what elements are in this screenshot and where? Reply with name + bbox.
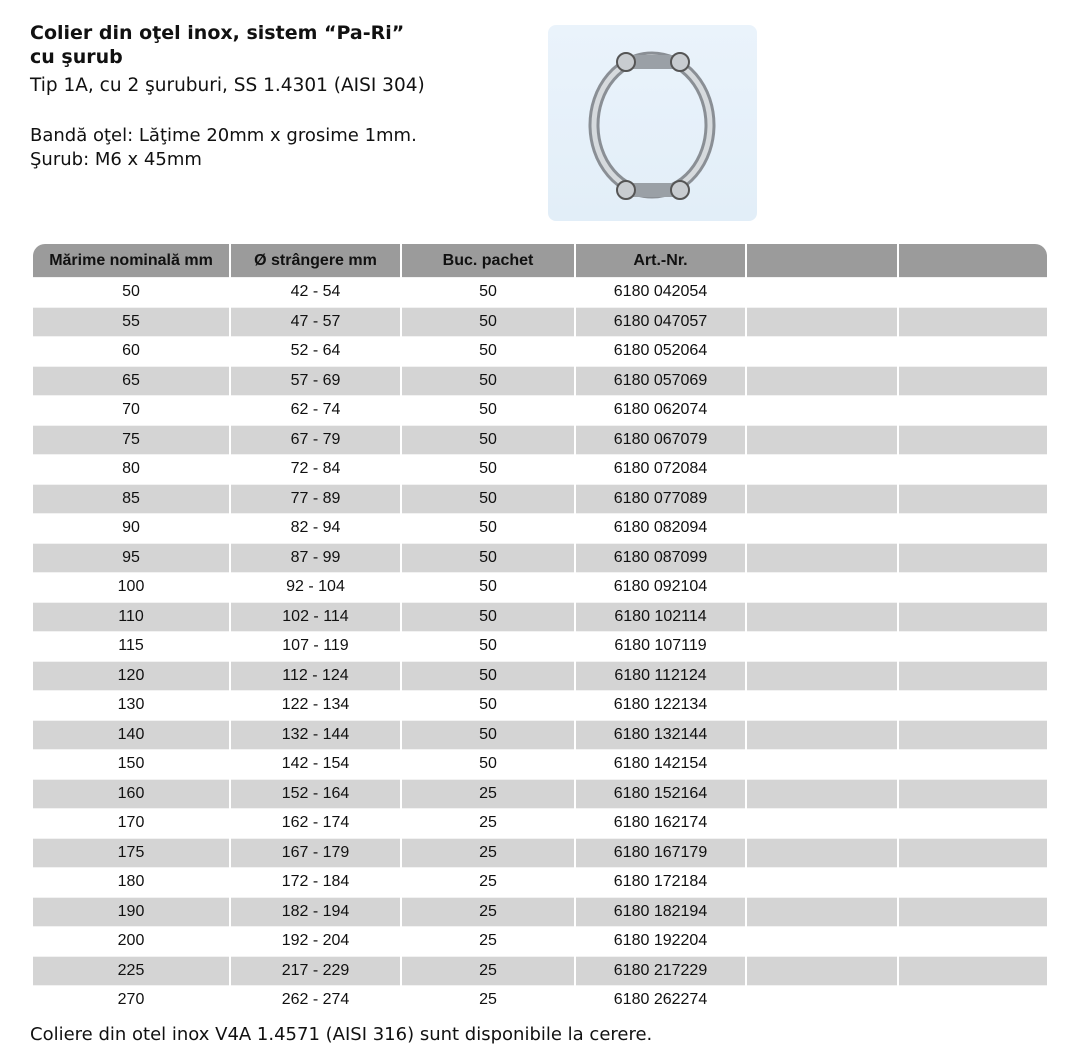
cell-pack-qty: 50 bbox=[401, 396, 575, 426]
cell-pack-qty: 50 bbox=[401, 632, 575, 662]
cell-nominal-size: 85 bbox=[33, 484, 230, 514]
cell-art-nr: 6180 057069 bbox=[575, 366, 746, 396]
cell-art-nr: 6180 182194 bbox=[575, 897, 746, 927]
cell-empty bbox=[746, 396, 898, 426]
cell-pack-qty: 50 bbox=[401, 750, 575, 780]
table-row bbox=[33, 337, 1047, 367]
cell-pack-qty: 50 bbox=[401, 573, 575, 603]
cell-nominal-size: 115 bbox=[33, 632, 230, 662]
cell-clamping-range: 62 - 74 bbox=[230, 396, 401, 426]
cell-nominal-size: 270 bbox=[33, 986, 230, 1015]
table-row bbox=[33, 661, 1047, 691]
table-row bbox=[33, 868, 1047, 898]
cell-empty bbox=[898, 927, 1047, 957]
cell-pack-qty: 50 bbox=[401, 425, 575, 455]
cell-art-nr: 6180 122134 bbox=[575, 691, 746, 721]
cell-pack-qty: 50 bbox=[401, 661, 575, 691]
cell-empty bbox=[898, 337, 1047, 367]
cell-empty bbox=[746, 661, 898, 691]
product-image bbox=[548, 25, 757, 221]
cell-empty bbox=[898, 809, 1047, 839]
table-row bbox=[33, 956, 1047, 986]
cell-empty bbox=[746, 750, 898, 780]
cell-clamping-range: 107 - 119 bbox=[230, 632, 401, 662]
cell-empty bbox=[898, 602, 1047, 632]
table-row bbox=[33, 366, 1047, 396]
cell-art-nr: 6180 067079 bbox=[575, 425, 746, 455]
cell-empty bbox=[746, 691, 898, 721]
spec-band: Bandă oţel: Lăţime 20mm x grosime 1mm. bbox=[30, 125, 417, 146]
cell-clamping-range: 57 - 69 bbox=[230, 366, 401, 396]
cell-clamping-range: 77 - 89 bbox=[230, 484, 401, 514]
cell-empty bbox=[898, 720, 1047, 750]
cell-pack-qty: 25 bbox=[401, 809, 575, 839]
cell-nominal-size: 200 bbox=[33, 927, 230, 957]
cell-empty bbox=[898, 396, 1047, 426]
cell-empty bbox=[898, 543, 1047, 573]
cell-pack-qty: 25 bbox=[401, 838, 575, 868]
cell-nominal-size: 55 bbox=[33, 307, 230, 337]
cell-clamping-range: 47 - 57 bbox=[230, 307, 401, 337]
cell-nominal-size: 170 bbox=[33, 809, 230, 839]
cell-pack-qty: 25 bbox=[401, 779, 575, 809]
cell-empty bbox=[898, 986, 1047, 1015]
cell-pack-qty: 25 bbox=[401, 927, 575, 957]
cell-nominal-size: 75 bbox=[33, 425, 230, 455]
cell-art-nr: 6180 102114 bbox=[575, 602, 746, 632]
cell-art-nr: 6180 262274 bbox=[575, 986, 746, 1015]
cell-nominal-size: 160 bbox=[33, 779, 230, 809]
cell-clamping-range: 192 - 204 bbox=[230, 927, 401, 957]
cell-nominal-size: 225 bbox=[33, 956, 230, 986]
cell-nominal-size: 130 bbox=[33, 691, 230, 721]
cell-clamping-range: 92 - 104 bbox=[230, 573, 401, 603]
cell-art-nr: 6180 087099 bbox=[575, 543, 746, 573]
table-row bbox=[33, 396, 1047, 426]
cell-nominal-size: 50 bbox=[33, 278, 230, 308]
cell-art-nr: 6180 162174 bbox=[575, 809, 746, 839]
table-row bbox=[33, 720, 1047, 750]
product-subtitle: Tip 1A, cu 2 şuruburi, SS 1.4301 (AISI 304) bbox=[30, 75, 425, 96]
table-row bbox=[33, 602, 1047, 632]
cell-art-nr: 6180 132144 bbox=[575, 720, 746, 750]
cell-art-nr: 6180 092104 bbox=[575, 573, 746, 603]
cell-empty bbox=[898, 366, 1047, 396]
cell-art-nr: 6180 047057 bbox=[575, 307, 746, 337]
header-art-nr: Art.-Nr. bbox=[575, 244, 746, 278]
cell-pack-qty: 50 bbox=[401, 366, 575, 396]
cell-clamping-range: 112 - 124 bbox=[230, 661, 401, 691]
cell-pack-qty: 50 bbox=[401, 720, 575, 750]
table-row bbox=[33, 543, 1047, 573]
cell-nominal-size: 80 bbox=[33, 455, 230, 485]
cell-art-nr: 6180 052064 bbox=[575, 337, 746, 367]
cell-nominal-size: 180 bbox=[33, 868, 230, 898]
cell-empty bbox=[746, 366, 898, 396]
table-row bbox=[33, 425, 1047, 455]
header-clamping-range: Ø strângere mm bbox=[230, 244, 401, 278]
table-row bbox=[33, 632, 1047, 662]
cell-pack-qty: 50 bbox=[401, 691, 575, 721]
cell-empty bbox=[898, 484, 1047, 514]
table-row bbox=[33, 514, 1047, 544]
cell-pack-qty: 25 bbox=[401, 956, 575, 986]
cell-empty bbox=[898, 278, 1047, 308]
cell-empty bbox=[898, 307, 1047, 337]
table-row bbox=[33, 927, 1047, 957]
spec-screw: Şurub: M6 x 45mm bbox=[30, 149, 202, 170]
cell-empty bbox=[898, 897, 1047, 927]
cell-pack-qty: 50 bbox=[401, 602, 575, 632]
cell-art-nr: 6180 172184 bbox=[575, 868, 746, 898]
cell-clamping-range: 82 - 94 bbox=[230, 514, 401, 544]
title-line-1: Colier din oţel inox, sistem “Pa-Ri” bbox=[30, 22, 405, 44]
cell-pack-qty: 50 bbox=[401, 278, 575, 308]
cell-art-nr: 6180 042054 bbox=[575, 278, 746, 308]
cell-clamping-range: 52 - 64 bbox=[230, 337, 401, 367]
cell-clamping-range: 102 - 114 bbox=[230, 602, 401, 632]
product-title bbox=[30, 21, 404, 69]
header-pack-qty: Buc. pachet bbox=[401, 244, 575, 278]
table-row bbox=[33, 897, 1047, 927]
cell-empty bbox=[746, 307, 898, 337]
cell-empty bbox=[746, 514, 898, 544]
cell-empty bbox=[746, 543, 898, 573]
product-table bbox=[33, 244, 1047, 1015]
table-row bbox=[33, 750, 1047, 780]
title-line-2: cu şurub bbox=[30, 46, 123, 68]
cell-clamping-range: 67 - 79 bbox=[230, 425, 401, 455]
cell-art-nr: 6180 082094 bbox=[575, 514, 746, 544]
cell-nominal-size: 100 bbox=[33, 573, 230, 603]
cell-empty bbox=[898, 573, 1047, 603]
cell-empty bbox=[746, 573, 898, 603]
cell-pack-qty: 50 bbox=[401, 307, 575, 337]
table-row bbox=[33, 278, 1047, 308]
cell-empty bbox=[746, 425, 898, 455]
cell-empty bbox=[898, 455, 1047, 485]
cell-nominal-size: 70 bbox=[33, 396, 230, 426]
cell-clamping-range: 42 - 54 bbox=[230, 278, 401, 308]
cell-clamping-range: 162 - 174 bbox=[230, 809, 401, 839]
header-nominal-size: Mărime nominală mm bbox=[33, 244, 230, 278]
cell-empty bbox=[898, 632, 1047, 662]
cell-pack-qty: 25 bbox=[401, 986, 575, 1015]
cell-pack-qty: 50 bbox=[401, 337, 575, 367]
cell-clamping-range: 142 - 154 bbox=[230, 750, 401, 780]
header-empty-2 bbox=[898, 244, 1047, 278]
header-empty-1 bbox=[746, 244, 898, 278]
cell-art-nr: 6180 112124 bbox=[575, 661, 746, 691]
cell-clamping-range: 182 - 194 bbox=[230, 897, 401, 927]
cell-nominal-size: 95 bbox=[33, 543, 230, 573]
cell-empty bbox=[746, 809, 898, 839]
table-row bbox=[33, 484, 1047, 514]
cell-empty bbox=[746, 484, 898, 514]
cell-clamping-range: 132 - 144 bbox=[230, 720, 401, 750]
cell-empty bbox=[746, 986, 898, 1015]
cell-pack-qty: 50 bbox=[401, 514, 575, 544]
cell-clamping-range: 172 - 184 bbox=[230, 868, 401, 898]
cell-art-nr: 6180 217229 bbox=[575, 956, 746, 986]
table-row bbox=[33, 573, 1047, 603]
cell-empty bbox=[746, 897, 898, 927]
cell-empty bbox=[898, 691, 1047, 721]
cell-nominal-size: 110 bbox=[33, 602, 230, 632]
cell-clamping-range: 72 - 84 bbox=[230, 455, 401, 485]
table-row bbox=[33, 809, 1047, 839]
cell-nominal-size: 90 bbox=[33, 514, 230, 544]
table-header-row bbox=[33, 244, 1047, 278]
cell-empty bbox=[746, 632, 898, 662]
table-row bbox=[33, 455, 1047, 485]
cell-empty bbox=[898, 514, 1047, 544]
cell-nominal-size: 140 bbox=[33, 720, 230, 750]
cell-art-nr: 6180 167179 bbox=[575, 838, 746, 868]
cell-art-nr: 6180 062074 bbox=[575, 396, 746, 426]
cell-clamping-range: 217 - 229 bbox=[230, 956, 401, 986]
cell-empty bbox=[746, 927, 898, 957]
cell-art-nr: 6180 192204 bbox=[575, 927, 746, 957]
cell-empty bbox=[898, 868, 1047, 898]
table-row bbox=[33, 986, 1047, 1015]
cell-nominal-size: 65 bbox=[33, 366, 230, 396]
cell-nominal-size: 175 bbox=[33, 838, 230, 868]
cell-art-nr: 6180 152164 bbox=[575, 779, 746, 809]
cell-clamping-range: 152 - 164 bbox=[230, 779, 401, 809]
cell-empty bbox=[746, 838, 898, 868]
cell-empty bbox=[898, 750, 1047, 780]
cell-pack-qty: 25 bbox=[401, 868, 575, 898]
cell-empty bbox=[746, 278, 898, 308]
cell-pack-qty: 50 bbox=[401, 455, 575, 485]
hose-clamp-illustration bbox=[548, 25, 757, 221]
cell-empty bbox=[746, 956, 898, 986]
cell-nominal-size: 150 bbox=[33, 750, 230, 780]
cell-pack-qty: 25 bbox=[401, 897, 575, 927]
cell-clamping-range: 262 - 274 bbox=[230, 986, 401, 1015]
cell-empty bbox=[746, 455, 898, 485]
cell-empty bbox=[746, 868, 898, 898]
cell-art-nr: 6180 107119 bbox=[575, 632, 746, 662]
cell-clamping-range: 122 - 134 bbox=[230, 691, 401, 721]
cell-pack-qty: 50 bbox=[401, 543, 575, 573]
cell-empty bbox=[898, 956, 1047, 986]
cell-empty bbox=[746, 602, 898, 632]
cell-empty bbox=[898, 661, 1047, 691]
cell-clamping-range: 167 - 179 bbox=[230, 838, 401, 868]
cell-empty bbox=[898, 779, 1047, 809]
table-row bbox=[33, 307, 1047, 337]
footer-note: Coliere din otel inox V4A 1.4571 (AISI 316) sunt disponibile la cerere. bbox=[30, 1024, 653, 1045]
cell-empty bbox=[746, 720, 898, 750]
cell-nominal-size: 60 bbox=[33, 337, 230, 367]
cell-clamping-range: 87 - 99 bbox=[230, 543, 401, 573]
cell-pack-qty: 50 bbox=[401, 484, 575, 514]
cell-art-nr: 6180 077089 bbox=[575, 484, 746, 514]
product-specs bbox=[30, 124, 417, 172]
table-row bbox=[33, 691, 1047, 721]
cell-empty bbox=[746, 779, 898, 809]
cell-empty bbox=[898, 425, 1047, 455]
table-row bbox=[33, 838, 1047, 868]
cell-art-nr: 6180 142154 bbox=[575, 750, 746, 780]
cell-nominal-size: 190 bbox=[33, 897, 230, 927]
cell-art-nr: 6180 072084 bbox=[575, 455, 746, 485]
cell-nominal-size: 120 bbox=[33, 661, 230, 691]
cell-empty bbox=[898, 838, 1047, 868]
cell-empty bbox=[746, 337, 898, 367]
table-row bbox=[33, 779, 1047, 809]
